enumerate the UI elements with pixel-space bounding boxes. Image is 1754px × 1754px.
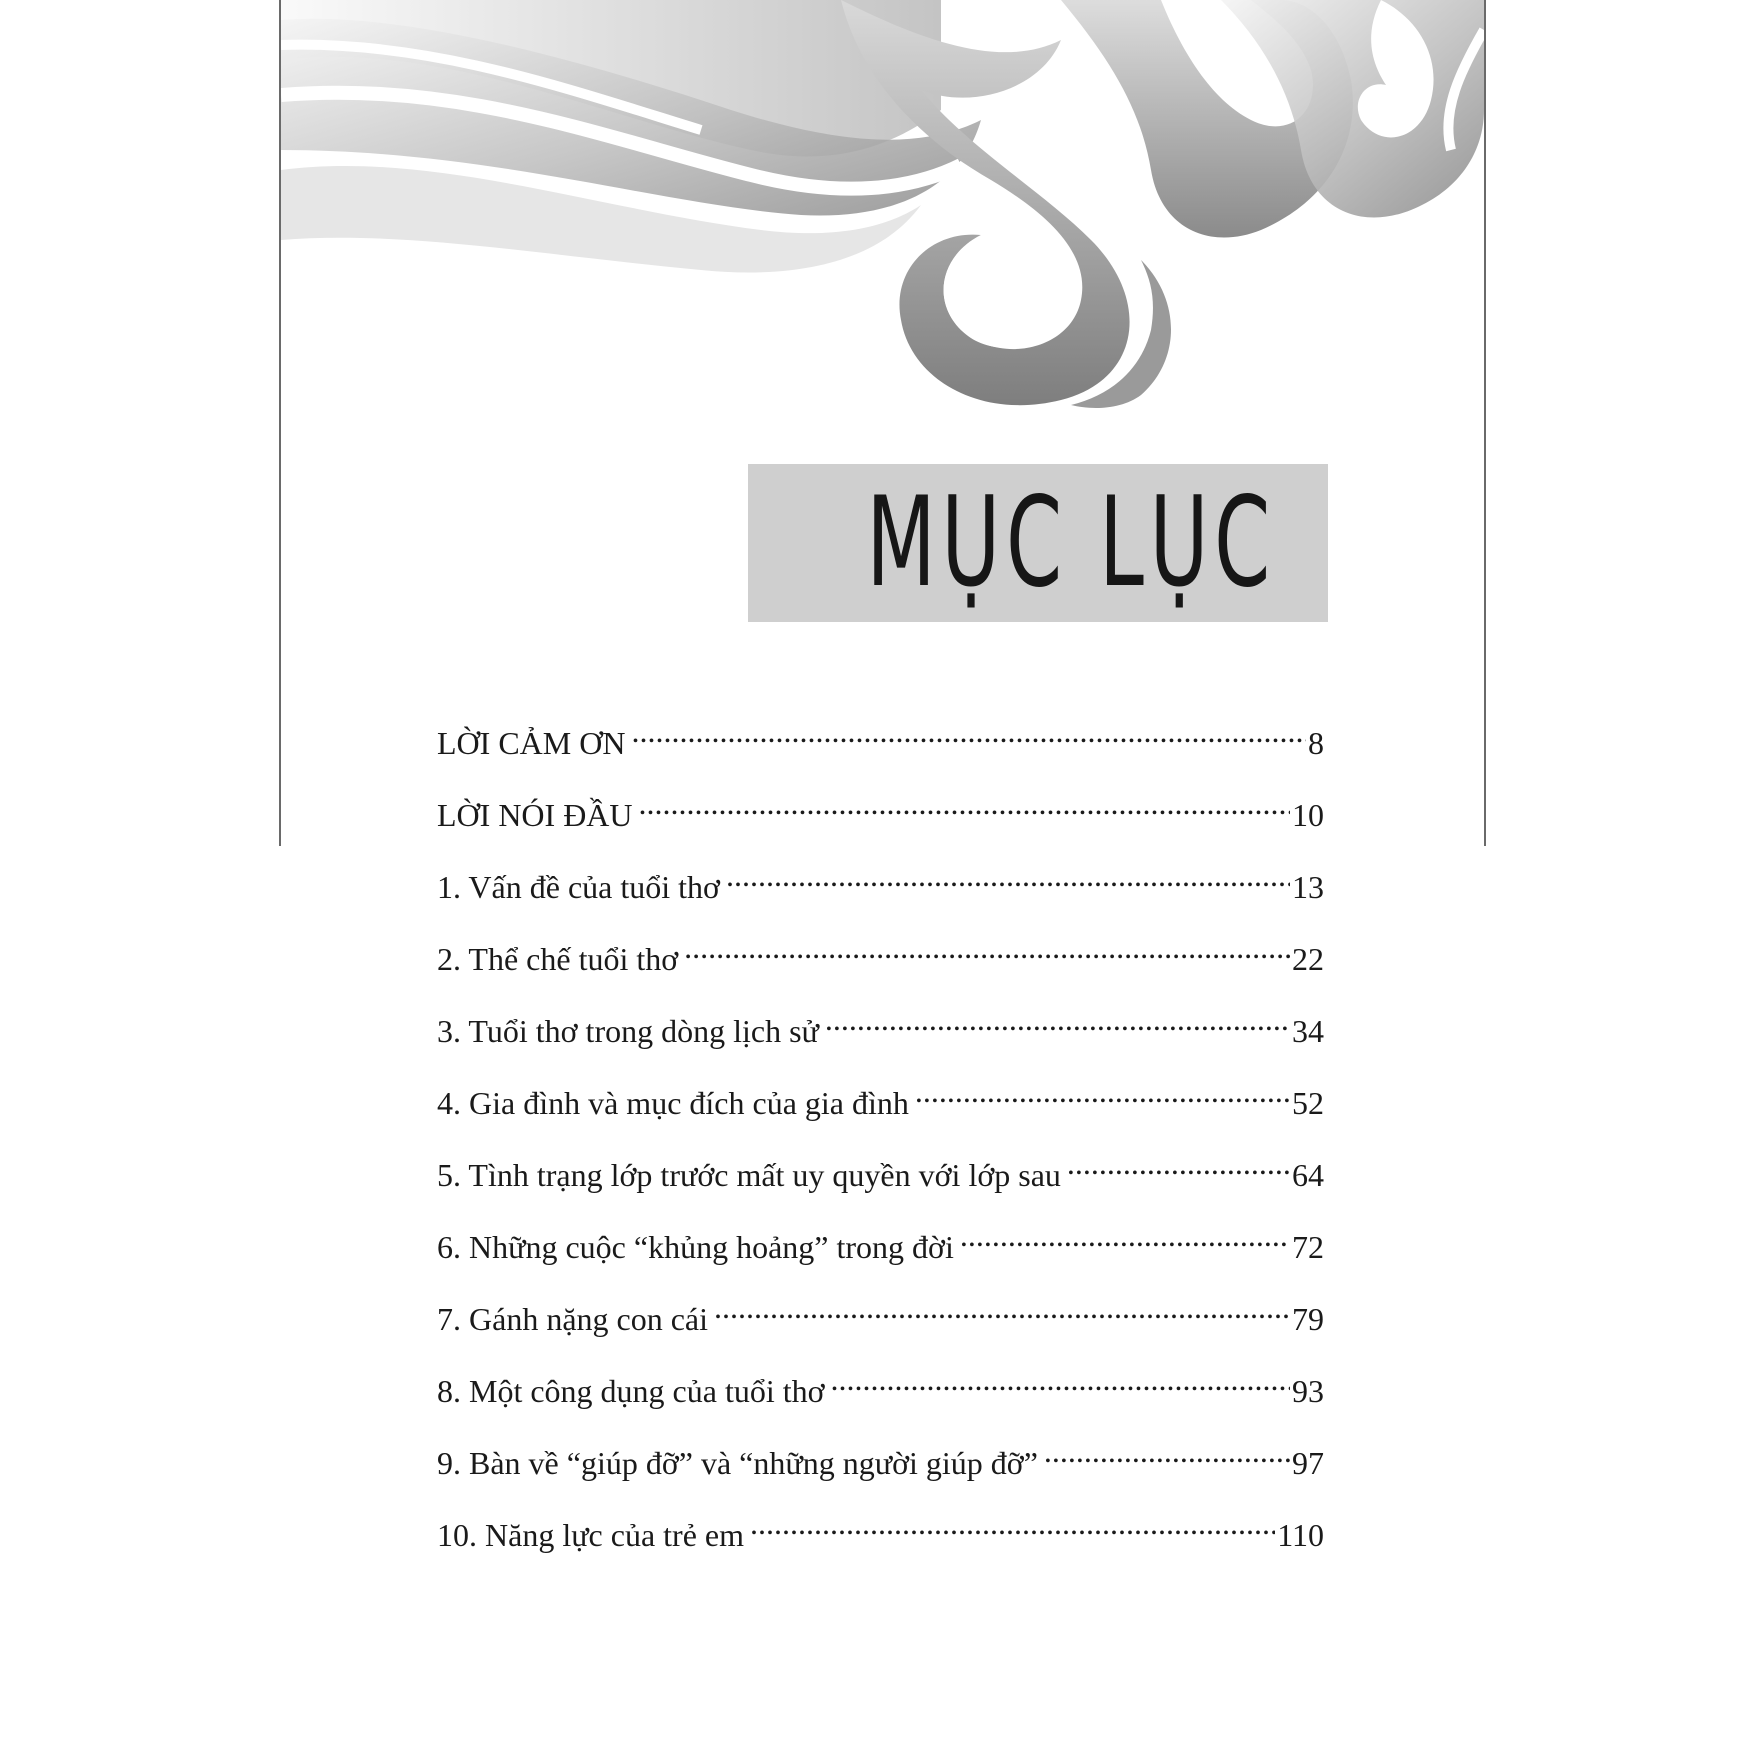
toc-entry	[437, 1010, 1324, 1082]
toc-entry	[437, 1514, 1324, 1586]
toc-entry-page: 72	[1292, 1229, 1324, 1265]
title-panel	[748, 464, 1328, 622]
toc-dot-leader	[960, 1226, 1290, 1258]
toc-entry-label: 6. Những cuộc “khủng hoảng” trong đời	[437, 1229, 954, 1265]
toc-entry	[437, 794, 1324, 866]
toc-entry	[437, 1082, 1324, 1154]
toc-dot-leader	[915, 1082, 1290, 1114]
toc-entry-page: 8	[1308, 725, 1324, 761]
toc-entry-page: 110	[1277, 1517, 1324, 1553]
toc-entry	[437, 938, 1324, 1010]
toc-entry	[437, 1442, 1324, 1514]
toc-entry	[437, 1154, 1324, 1226]
toc-entry-label: LỜI NÓI ĐẦU	[437, 797, 633, 833]
toc-entry-label: 4. Gia đình và mục đích của gia đình	[437, 1085, 909, 1121]
toc-dot-leader	[825, 1010, 1290, 1042]
toc-dot-leader	[714, 1298, 1290, 1330]
toc-dot-leader	[726, 866, 1290, 898]
toc-entry-page: 97	[1292, 1445, 1324, 1481]
toc-entry-page: 93	[1292, 1373, 1324, 1409]
toc-entry-label: 10. Năng lực của trẻ em	[437, 1517, 744, 1553]
toc-dot-leader	[1044, 1442, 1290, 1474]
grey-swirl-ornament	[281, 0, 1484, 410]
toc-entry-label: LỜI CẢM ƠN	[437, 725, 626, 761]
toc-entry-page: 79	[1292, 1301, 1324, 1337]
page-title: MỤC LỤC	[866, 471, 1276, 615]
toc-entry-label: 7. Gánh nặng con cái	[437, 1301, 709, 1337]
toc-entry-page: 10	[1292, 797, 1324, 833]
right-page-rule	[1484, 0, 1486, 846]
toc-entry-page: 64	[1292, 1157, 1324, 1193]
toc-entry-label: 8. Một công dụng của tuổi thơ	[437, 1373, 825, 1409]
toc-entry-page: 52	[1292, 1085, 1324, 1121]
toc-entry-label: 9. Bàn về “giúp đỡ” và “những người giúp đỡ”	[437, 1445, 1038, 1481]
toc-entry-label: 2. Thể chế tuổi thơ	[437, 941, 679, 977]
toc-entry	[437, 1298, 1324, 1370]
toc-entry-label: 1. Vấn đề của tuổi thơ	[437, 869, 720, 905]
toc-dot-leader	[684, 938, 1290, 970]
toc-dot-leader	[750, 1514, 1275, 1546]
toc-entry-label: 5. Tình trạng lớp trước mất uy quyền với lớp sau	[437, 1157, 1061, 1193]
toc-dot-leader	[1067, 1154, 1290, 1186]
toc-entry	[437, 866, 1324, 938]
toc-dot-leader	[831, 1370, 1290, 1402]
toc-entry-page: 34	[1292, 1013, 1324, 1049]
toc-entry	[437, 1370, 1324, 1442]
toc-entry-page: 13	[1292, 869, 1324, 905]
toc-entry-page: 22	[1292, 941, 1324, 977]
toc-entry	[437, 722, 1324, 794]
toc-dot-leader	[639, 794, 1290, 826]
toc-dot-leader	[631, 722, 1306, 754]
toc-entry-label: 3. Tuổi thơ trong dòng lịch sử	[437, 1013, 819, 1049]
table-of-contents	[437, 722, 1324, 1586]
toc-entry	[437, 1226, 1324, 1298]
